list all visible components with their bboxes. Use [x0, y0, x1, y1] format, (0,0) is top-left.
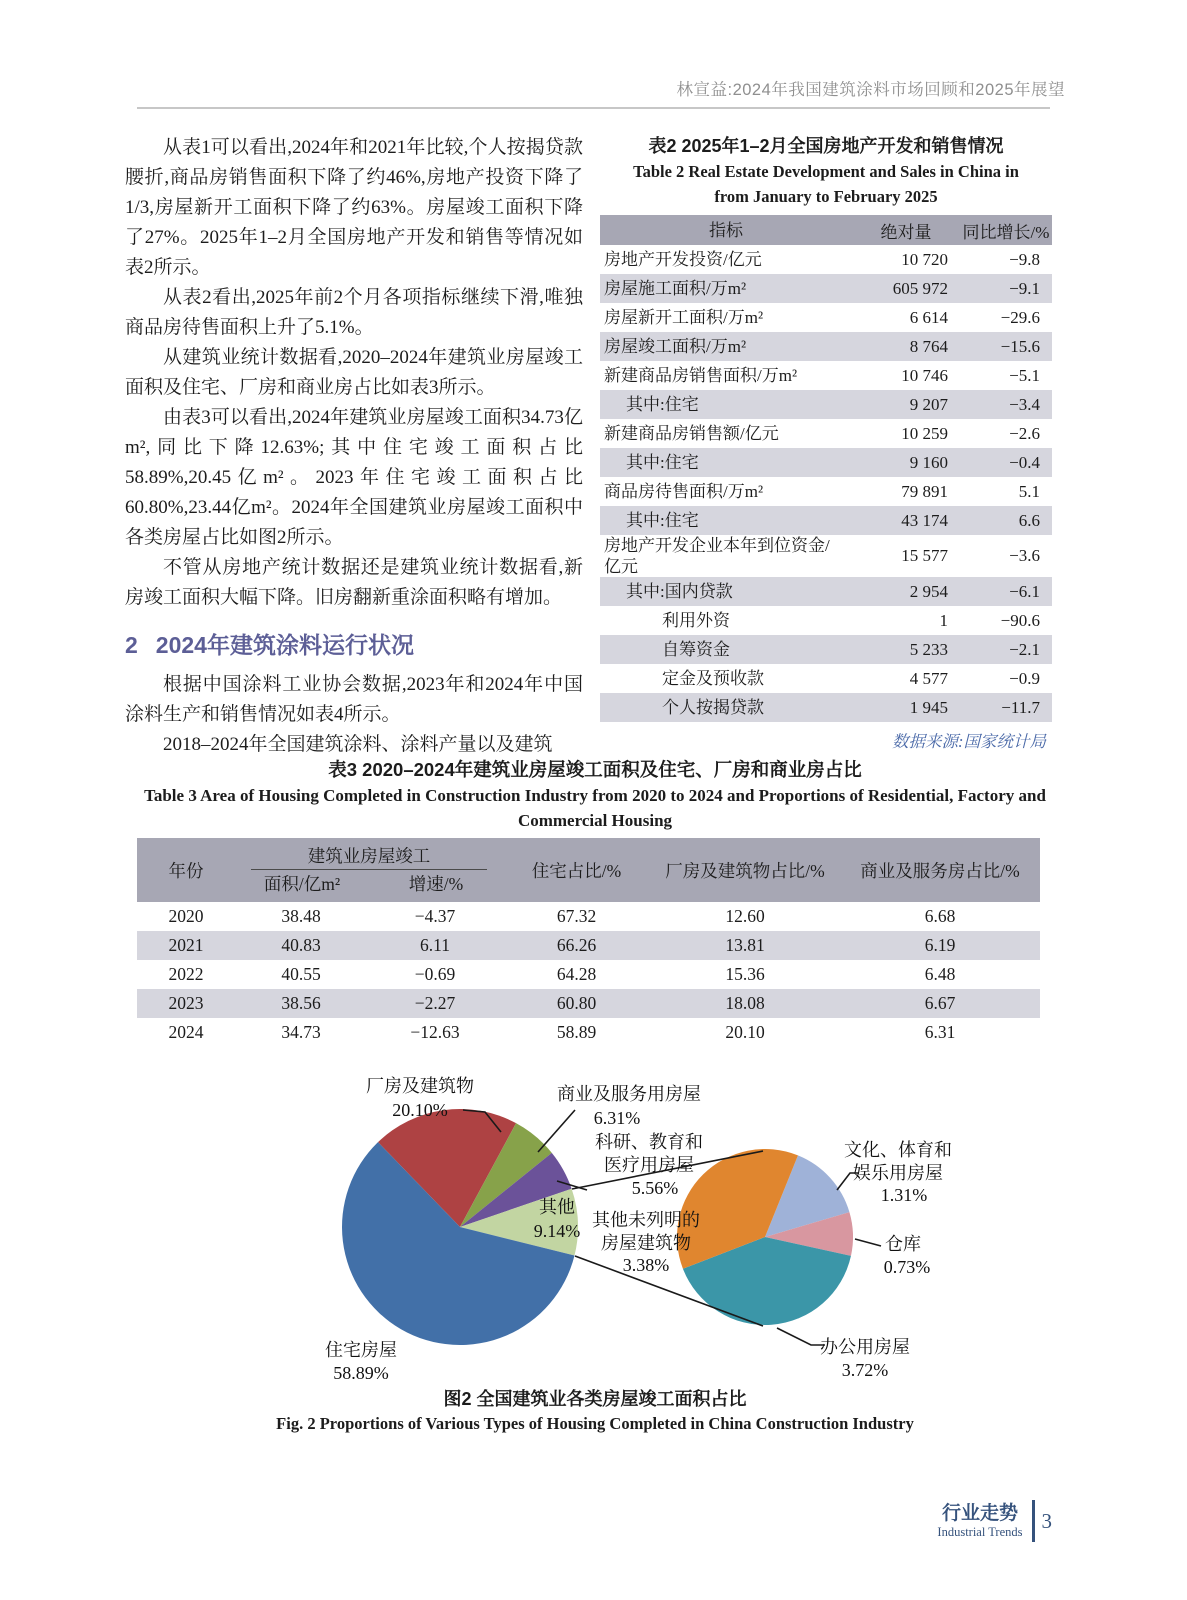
- cell-commercial: 6.68: [924, 906, 956, 926]
- row-value: 9 160: [909, 452, 948, 472]
- row-value: 1: [939, 610, 948, 630]
- header-rule: [137, 107, 1050, 109]
- table2-title-en: from January to February 2025: [714, 187, 938, 206]
- table-row: [137, 931, 1040, 960]
- cell-commercial: 6.67: [924, 993, 956, 1013]
- column-header: 指标: [709, 220, 743, 240]
- row-value: 79 891: [901, 481, 948, 501]
- page-number: 3: [1041, 1508, 1052, 1533]
- table-row: [600, 664, 1052, 693]
- column-header: 同比增长/%: [962, 222, 1050, 242]
- row-value: 43 174: [901, 510, 948, 530]
- column-group-label: 建筑业房屋竣工: [307, 846, 431, 866]
- row-value: 9 207: [909, 394, 948, 414]
- row-growth: 5.1: [1018, 481, 1040, 501]
- slice-pct: 9.14%: [533, 1221, 581, 1241]
- cell-residential: 60.80: [556, 993, 597, 1013]
- table-row: [600, 419, 1052, 448]
- body-paragraph: 由表3可以看出,2024年建筑业房屋竣工面积34.73亿m²,同比下降12.63%;其中住宅竣工面积占比58.89%,20.45亿m²。2023年住宅竣工面积占比60.80%,23.44亿m²。2024年全国建筑业房屋竣工面积中各类房屋占比如图2所示。: [125, 407, 583, 548]
- table2-header-row: [600, 215, 1052, 245]
- row-growth: −15.6: [1000, 336, 1040, 356]
- cell-growth: −4.37: [414, 906, 456, 926]
- cell-year: 2021: [168, 935, 204, 955]
- section-number: 2: [125, 632, 138, 658]
- cell-area: 38.56: [281, 993, 321, 1013]
- cell-factory: 15.36: [725, 964, 765, 984]
- slice-label: 科研、教育和: [595, 1132, 703, 1152]
- row-label: 商品房待售面积/万m²: [604, 482, 764, 501]
- body-paragraph: 从建筑业统计数据看,2020–2024年建筑业房屋竣工面积及住宅、厂房和商业房占比如表3所示。: [125, 347, 583, 398]
- table-row: [600, 506, 1052, 535]
- row-growth: −29.6: [1000, 307, 1040, 327]
- slice-label: 娱乐用房屋: [853, 1163, 943, 1183]
- table2-title-zh: 表2 2025年1–2月全国房地产开发和销售情况: [648, 136, 1004, 156]
- table3-title-en: Table 3 Area of Housing Completed in Construction Industry from 2020 to 2024 and Proportions of Residential, Factory and: [144, 786, 1046, 805]
- cell-area: 38.48: [281, 906, 321, 926]
- table-row: [137, 989, 1040, 1018]
- slice-label: 办公用房屋: [820, 1337, 910, 1357]
- footer-section-zh: 行业走势: [941, 1502, 1018, 1524]
- table-row: [600, 361, 1052, 390]
- cell-residential: 64.28: [556, 964, 597, 984]
- left-column: [125, 133, 583, 760]
- row-growth: −5.1: [1009, 365, 1040, 385]
- row-growth: −0.9: [1009, 668, 1040, 688]
- column-header-residential: 住宅占比/%: [531, 860, 622, 881]
- cell-year: 2023: [168, 993, 204, 1013]
- cell-factory: 20.10: [725, 1022, 765, 1042]
- table-row: [137, 902, 1040, 931]
- row-label: 个人按揭贷款: [662, 698, 764, 717]
- footer-divider: [1032, 1500, 1035, 1542]
- slice-label: 住宅房屋: [325, 1340, 397, 1360]
- slice-label: 仓库: [885, 1234, 921, 1254]
- row-label: 自筹资金: [662, 640, 730, 659]
- row-value: 10 720: [901, 249, 948, 269]
- table2-source-note: 数据来源:国家统计局: [892, 732, 1046, 751]
- column-group-completed: [235, 844, 503, 896]
- row-value: 8 764: [909, 336, 948, 356]
- slice-pct: 3.72%: [841, 1360, 889, 1380]
- row-label: 房屋新开工面积/万m²: [604, 308, 764, 327]
- row-value: 1 945: [909, 697, 948, 717]
- body-paragraph: 从表2看出,2025年前2个月各项指标继续下滑,唯独商品房待售面积上升了5.1%。: [125, 287, 583, 338]
- slice-label: 其他: [539, 1197, 575, 1217]
- cell-growth: −2.27: [414, 993, 456, 1013]
- cell-factory: 13.81: [725, 935, 765, 955]
- cell-year: 2020: [168, 906, 204, 926]
- slice-pct: 58.89%: [333, 1363, 389, 1383]
- column-header-area: 面积/亿m²: [263, 874, 341, 894]
- cell-commercial: 6.19: [924, 935, 956, 955]
- table-row: [600, 448, 1052, 477]
- slice-label: 房屋建筑物: [601, 1233, 691, 1253]
- row-growth: −90.6: [1000, 610, 1040, 630]
- table-row: [600, 577, 1052, 606]
- cell-area: 40.55: [281, 964, 321, 984]
- row-label: 其中:住宅: [626, 395, 699, 414]
- row-value: 10 259: [901, 423, 948, 443]
- cell-commercial: 6.31: [924, 1022, 956, 1042]
- cell-growth: 6.11: [420, 935, 450, 955]
- cell-area: 40.83: [281, 935, 321, 955]
- figure-caption-zh: 图2 全国建筑业各类房屋竣工面积占比: [443, 1389, 747, 1409]
- table3-title-en: Commercial Housing: [517, 811, 673, 830]
- footer-column-name: [937, 1503, 1022, 1540]
- cell-growth: −12.63: [410, 1022, 460, 1042]
- table-row: [600, 477, 1052, 506]
- row-growth: −11.7: [1001, 697, 1040, 717]
- cell-year: 2022: [168, 964, 204, 984]
- row-growth: −6.1: [1009, 581, 1040, 601]
- column-header-year: 年份: [168, 860, 204, 881]
- row-value: 15 577: [901, 546, 948, 565]
- column-header: 绝对量: [880, 222, 932, 242]
- cell-area: 34.73: [281, 1022, 321, 1042]
- figure-caption-en: Fig. 2 Proportions of Various Types of Housing Completed in China Construction Industry: [276, 1414, 914, 1433]
- cell-residential: 67.32: [556, 906, 597, 926]
- slice-pct: 3.38%: [622, 1255, 670, 1275]
- running-header: 林宣益:2024年我国建筑涂料市场回顾和2025年展望: [676, 81, 1065, 99]
- slice-pct: 0.73%: [883, 1257, 931, 1277]
- section-heading: [125, 627, 583, 660]
- body-paragraph: 从表1可以看出,2024年和2021年比较,个人按揭贷款腰折,商品房销售面积下降了约46%,房地产投资下降了1/3,房屋新开工面积下降了约63%。房屋竣工面积下降了27%。2025年1–2月全国房地产开发和销售等情况如表2所示。: [125, 137, 583, 278]
- table-row: [600, 274, 1052, 303]
- leader-commercial-service: [538, 1110, 575, 1152]
- table3-header-row: [137, 838, 1040, 902]
- table3: [137, 838, 1040, 1047]
- row-growth: −3.4: [1009, 394, 1040, 414]
- table-row: [600, 535, 1052, 577]
- table3-block: [125, 756, 1065, 1047]
- row-value: 2 954: [909, 581, 948, 601]
- row-label: 定金及预收款: [662, 669, 764, 688]
- body-paragraph: 根据中国涂料工业协会数据,2023年和2024年中国涂料生产和销售情况如表4所示。: [125, 674, 583, 725]
- row-label: 新建商品房销售额/亿元: [604, 424, 779, 443]
- table-row: [600, 390, 1052, 419]
- column-header-growth: 增速/%: [408, 874, 464, 894]
- row-value: 6 614: [909, 307, 948, 327]
- row-value: 10 746: [901, 365, 948, 385]
- row-growth: −9.8: [1009, 249, 1040, 269]
- column-group-rule: [251, 869, 487, 870]
- table-row: [600, 693, 1052, 722]
- row-label: 房屋竣工面积/万m²: [604, 337, 747, 356]
- secondary-pie: [677, 1149, 853, 1325]
- slice-pct: 20.10%: [392, 1100, 448, 1120]
- footer-section-en: Industrial Trends: [937, 1524, 1023, 1539]
- leader-office: [777, 1328, 825, 1345]
- slice-label: 其他未列明的: [592, 1210, 700, 1230]
- cell-year: 2024: [168, 1022, 204, 1042]
- figure2-pie-chart: [125, 1042, 1065, 1387]
- row-growth: 6.6: [1018, 510, 1040, 530]
- row-growth: −0.4: [1009, 452, 1040, 472]
- row-label: 新建商品房销售面积/万m²: [604, 366, 798, 385]
- row-growth: −9.1: [1009, 278, 1040, 298]
- row-label: 房地产开发投资/亿元: [604, 250, 762, 269]
- table-row: [600, 332, 1052, 361]
- table2-title-en: Table 2 Real Estate Development and Sales in China in: [633, 162, 1019, 181]
- row-value: 5 233: [909, 639, 948, 659]
- slice-pct: 5.56%: [631, 1178, 679, 1198]
- cell-factory: 12.60: [725, 906, 765, 926]
- column-header-commercial: 商业及服务房占比/%: [860, 860, 1020, 881]
- row-label: 利用外资: [662, 611, 730, 630]
- table-row: [600, 245, 1052, 274]
- cell-growth: −0.69: [414, 964, 456, 984]
- section-title: 2024年建筑涂料运行状况: [155, 632, 414, 658]
- body-paragraph: 2018–2024年全国建筑涂料、涂料产量以及建筑: [163, 734, 553, 755]
- body-paragraph: 不管从房地产统计数据还是建筑业统计数据看,新房竣工面积大幅下降。旧房翻新重涂面积略有增加。: [125, 557, 583, 608]
- cell-residential: 58.89: [556, 1022, 597, 1042]
- table3-title-zh: 表3 2020–2024年建筑业房屋竣工面积及住宅、厂房和商业房占比: [328, 759, 862, 780]
- slice-label: 商业及服务用房屋: [557, 1084, 701, 1104]
- cell-residential: 66.26: [556, 935, 597, 955]
- slice-pct: 6.31%: [593, 1108, 641, 1128]
- slice-label: 厂房及建筑物: [366, 1076, 474, 1096]
- leader-warehouse: [855, 1239, 881, 1246]
- slice-label: 文化、体育和: [844, 1140, 952, 1160]
- figure2-caption: [125, 1386, 1065, 1436]
- slice-pct: 1.31%: [880, 1185, 928, 1205]
- row-label: 其中:住宅: [626, 511, 699, 530]
- table-row: [600, 635, 1052, 664]
- row-growth: −3.6: [1009, 546, 1040, 565]
- table-row: [600, 303, 1052, 332]
- right-column: [600, 133, 1052, 752]
- row-value: 4 577: [909, 668, 948, 688]
- slice-label: 医疗用房屋: [604, 1155, 694, 1175]
- row-label: 房地产开发企业本年到位资金/亿元: [604, 536, 830, 576]
- row-growth: −2.6: [1009, 423, 1040, 443]
- cell-factory: 18.08: [725, 993, 765, 1013]
- table2: [600, 215, 1052, 722]
- row-label: 其中:住宅: [626, 453, 699, 472]
- cell-commercial: 6.48: [924, 964, 956, 984]
- table-row: [137, 960, 1040, 989]
- page-footer: [937, 1500, 1052, 1542]
- row-value: 605 972: [892, 278, 948, 298]
- row-label: 其中:国内贷款: [626, 582, 733, 601]
- row-label: 房屋施工面积/万m²: [604, 279, 747, 298]
- table-row: [600, 606, 1052, 635]
- row-growth: −2.1: [1009, 639, 1040, 659]
- column-header-factory: 厂房及建筑物占比/%: [665, 860, 825, 881]
